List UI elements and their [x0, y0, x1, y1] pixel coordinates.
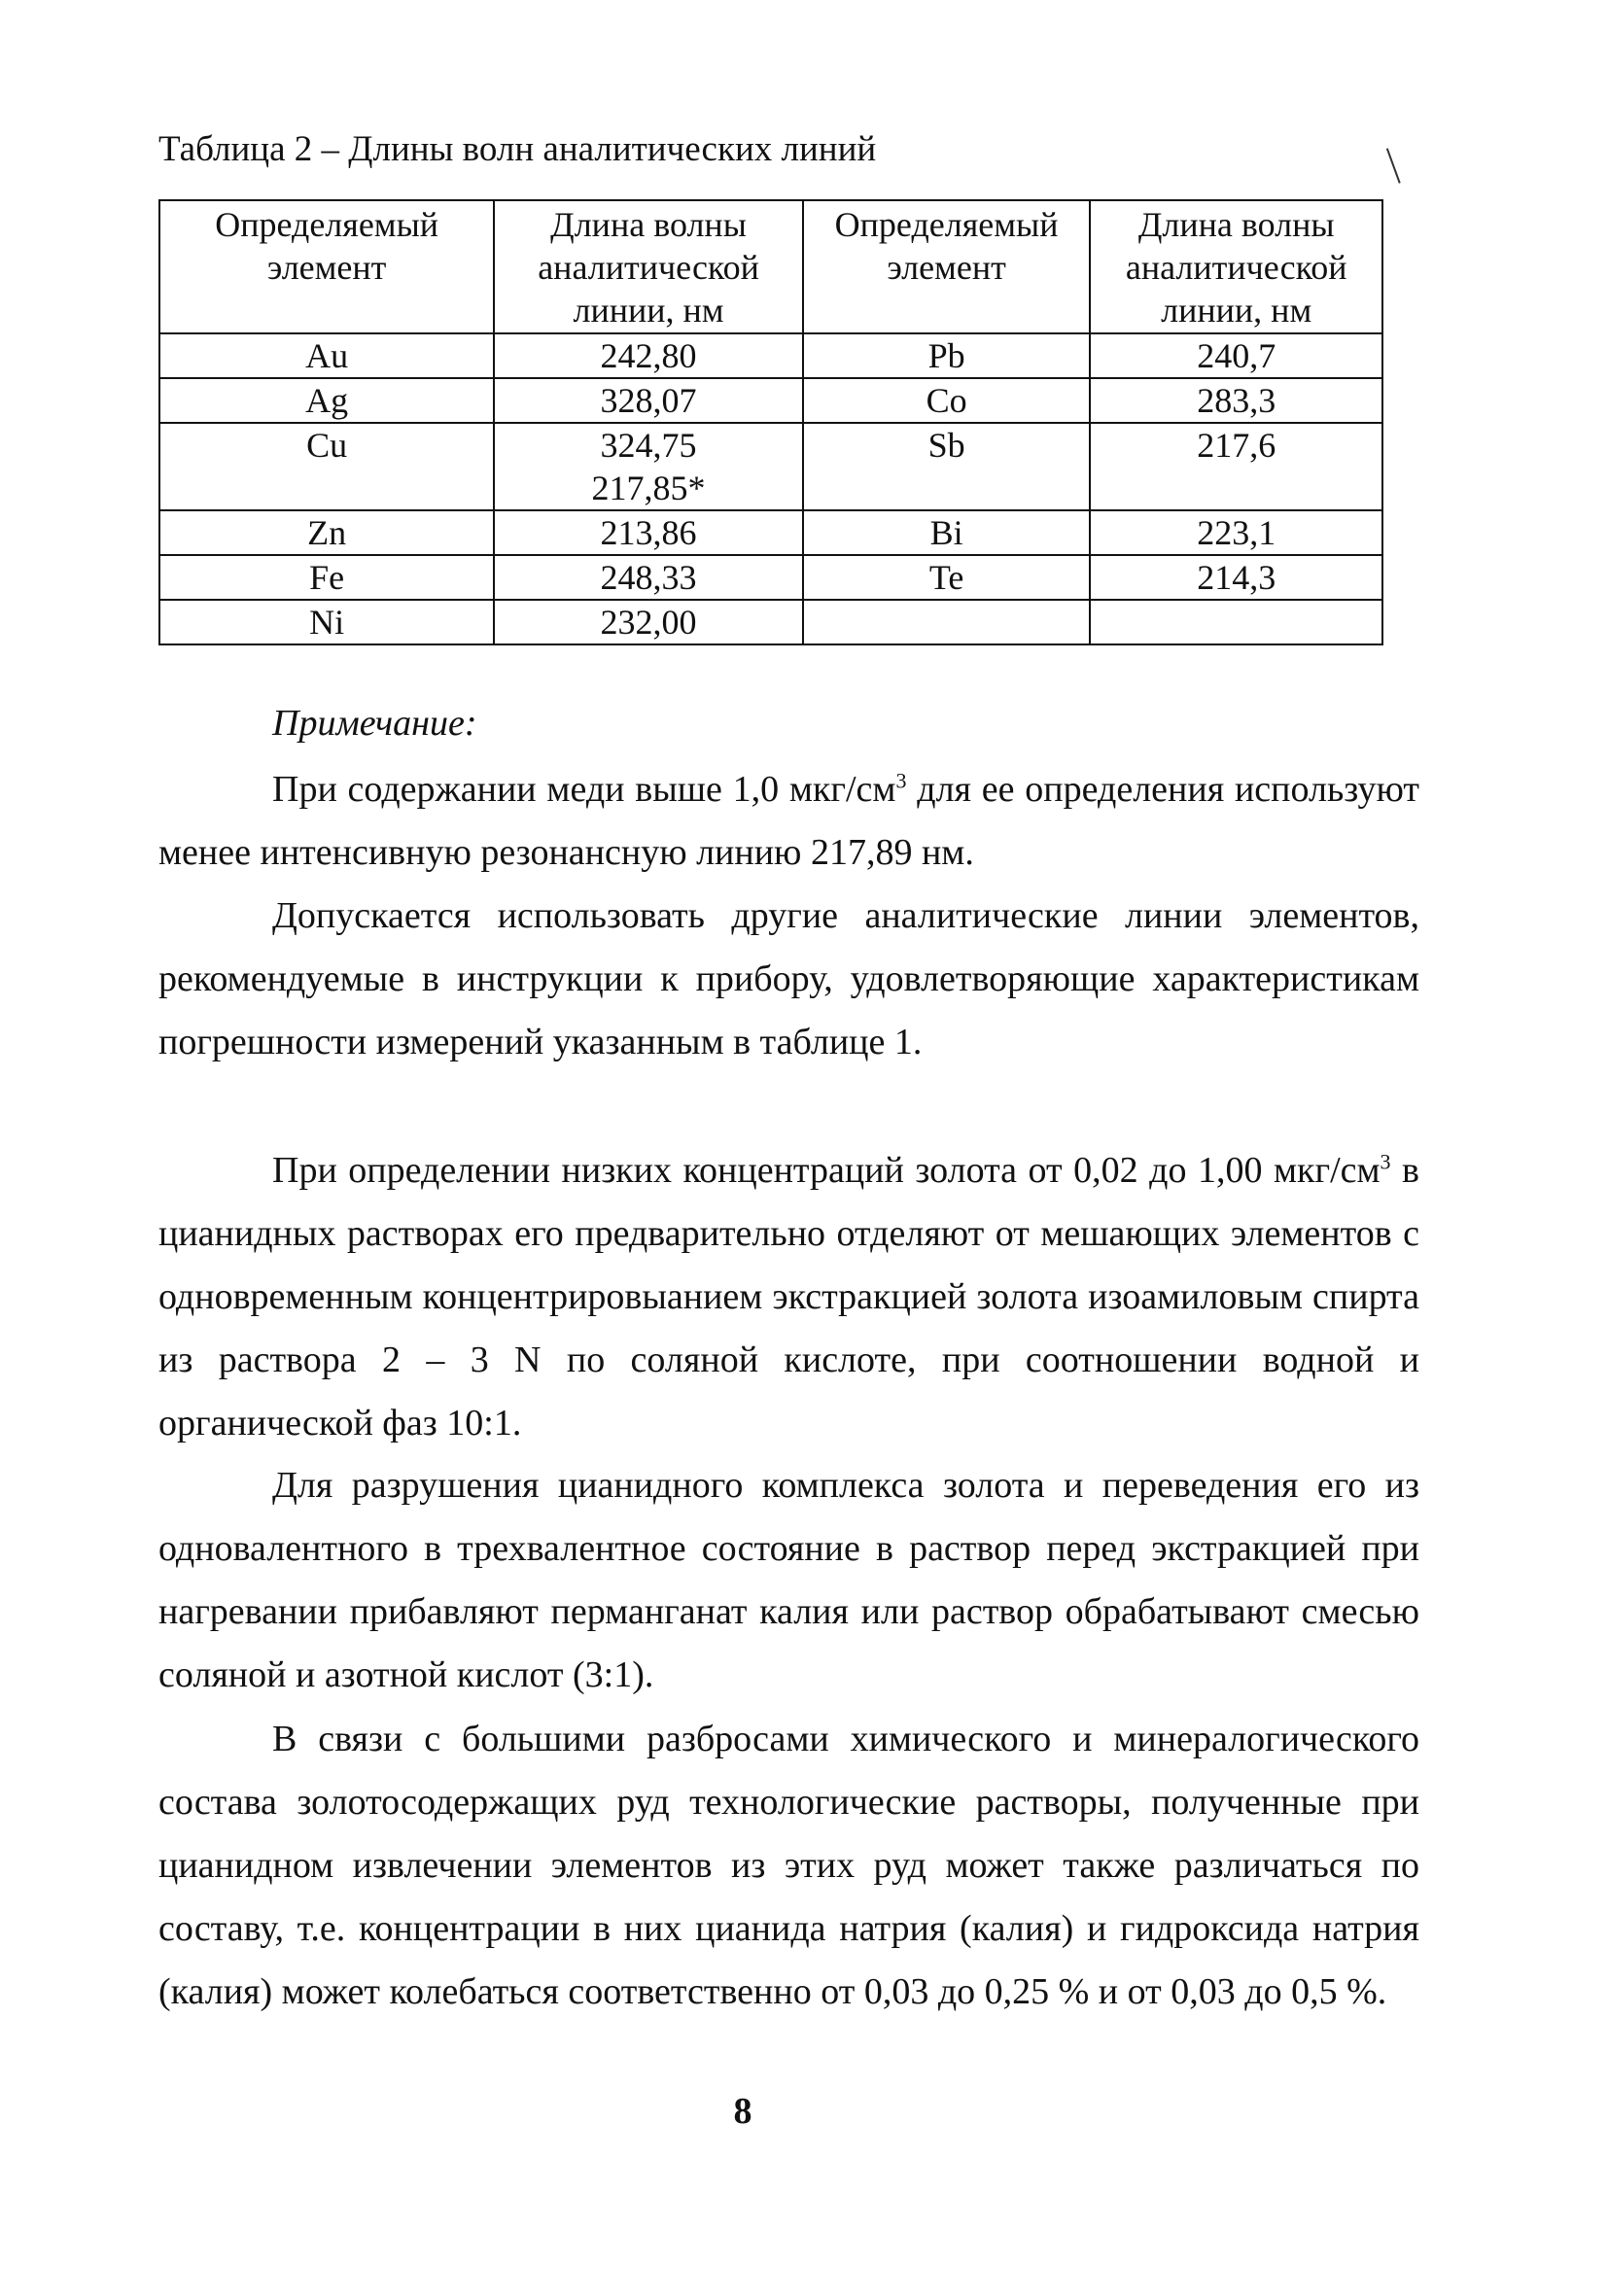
header-element-1: Определяемый элемент: [159, 200, 494, 333]
table-row: [159, 378, 1382, 423]
table-row: [159, 555, 1382, 600]
note-paragraph-copper: При содержании меди выше 1,0 мкг/$см^3$ для ее определения используют менее интенсивную резонансную линию 217,89 нм.: [158, 768, 1419, 873]
element-cell: Co: [803, 378, 1091, 423]
header-wavelength-2: Длина волны аналитической линии, нм: [1090, 200, 1382, 333]
element-cell: Ag: [159, 378, 494, 423]
wavelength-cell: 328,07: [494, 378, 802, 423]
wavelength-cell: 240,7: [1090, 333, 1382, 378]
table-row: [159, 423, 1382, 510]
element-cell: Au: [159, 333, 494, 378]
element-cell: Bi: [803, 510, 1091, 555]
header-element-2: Определяемый элемент: [803, 200, 1091, 333]
wavelength-table: [158, 199, 1383, 645]
header-wavelength-1: Длина волны аналитической линии, нм: [494, 200, 802, 333]
wavelength-cell: 214,3: [1090, 555, 1382, 600]
wavelength-cell: 232,00: [494, 600, 802, 644]
note-paragraph-other-lines: Допускается использовать другие аналитические линии элементов, рекомендуемые в инструкции к прибору, удовлетворяющие характеристикам погрешности измерений указанным в таблице 1.: [158, 895, 1419, 1062]
element-cell: Pb: [803, 333, 1091, 378]
wavelength-cell: 248,33: [494, 555, 802, 600]
element-cell: Zn: [159, 510, 494, 555]
element-cell: Sb: [803, 423, 1091, 510]
element-cell: Ni: [159, 600, 494, 644]
table-header-row: [159, 200, 1382, 333]
element-cell: Te: [803, 555, 1091, 600]
paragraph-composition: В связи с большими разбросами химического и минералогического состава золотосодержащих руд технологические растворы, полученные при цианидном извлечении элементов из этих руд может также различаться по составу, т.е. концентрации в них цианида натрия (калия) и гидроксида натрия (калия) может колебаться соответственно от 0,03 до 0,25 % и от 0,03 до 0,5 %.: [158, 1719, 1419, 2012]
element-cell: Fe: [159, 555, 494, 600]
wavelength-cell: 213,86: [494, 510, 802, 555]
paragraph-cyanide-complex: Для разрушения цианидного комплекса золота и переведения его из одновалентного в трехвалентное состояние в раствор перед экстракцией при нагревании прибавляют перманганат калия или раствор обрабатывают смесью соляной и азотной кислот (3:1).: [158, 1465, 1419, 1695]
table-row: [159, 333, 1382, 378]
element-cell: Cu: [159, 423, 494, 510]
wavelength-cell: 283,3: [1090, 378, 1382, 423]
wavelength-cell: 242,80: [494, 333, 802, 378]
page-number: 8: [733, 2091, 752, 2132]
wavelength-cell: 217,6: [1090, 423, 1382, 510]
table-caption: Таблица 2 – Длины волн аналитических линий: [158, 129, 877, 169]
element-cell: [803, 600, 1091, 644]
table-row: [159, 510, 1382, 555]
scan-mark: [1386, 145, 1409, 183]
paragraph-low-concentrations: При определении низких концентраций золота от 0,02 до 1,00 мкг/$см^3$ в цианидных растворах его предварительно отделяют от мешающих элементов с одновременным концентрировыанием экстракцией золота изоамиловым спирта из раствора 2 – 3 N по соляной кислоте, при соотношении водной и органической фаз 10:1.: [158, 1149, 1419, 1444]
table-row: [159, 600, 1382, 644]
wavelength-cell: 223,1: [1090, 510, 1382, 555]
wavelength-cell: 324,75 217,85*: [494, 423, 802, 510]
wavelength-cell: [1090, 600, 1382, 644]
note-title: Примечание:: [272, 703, 477, 744]
